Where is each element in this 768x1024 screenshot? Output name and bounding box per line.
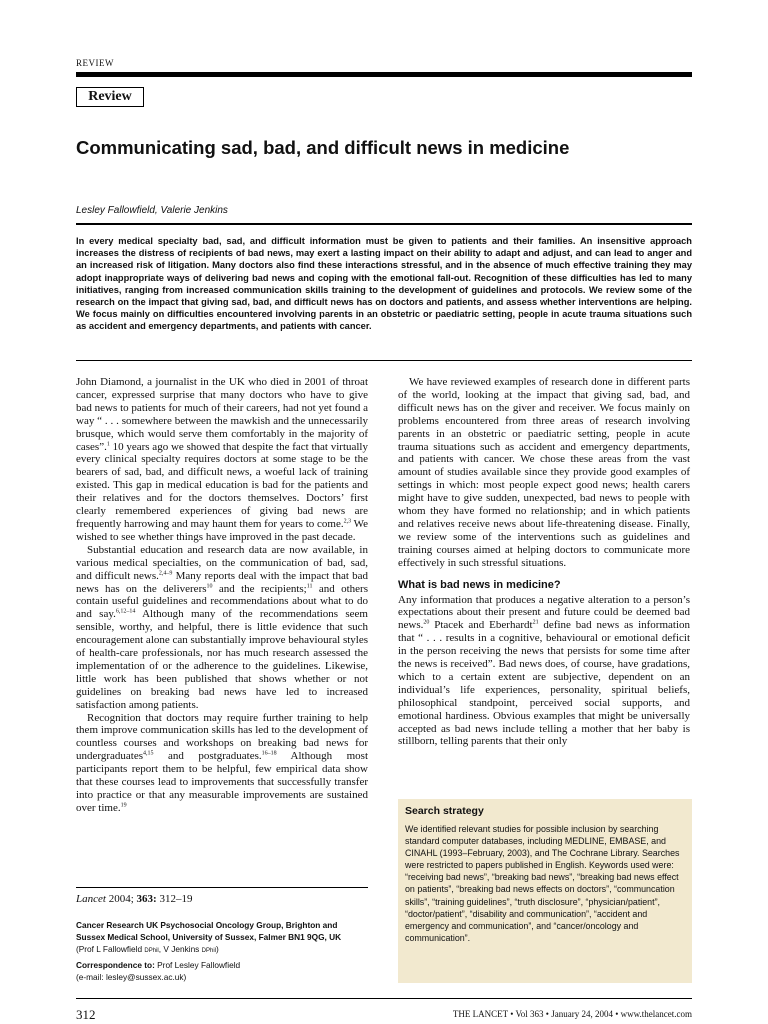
right-paragraph-1: We have reviewed examples of research done in different parts of the world, looking at the impact that giving sad, bad, and difficult news has on the giver and receiver. We focus mainly on problems encountered from three areas of research involving parents in an obstetric or paediatric setting, people in acute trauma situations such as accident and emergency departments, and patients with cancer. We chose these areas from the vast amount of studies available since they provide good examples of settings in which: most people expect good news; health carers might have to give sudden, unexpected, bad news to people with whom they have formed no relationship; and in which patients and relatives receive news about life-threatening disease. Finally, we review some of the interventions such as guidelines and training courses aimed at helping doctors to communicate more effectively in such stressful situations. [398, 376, 690, 569]
running-head: REVIEW [76, 58, 114, 68]
footer-rule [76, 998, 692, 999]
correspondence-label: Correspondence to: [76, 960, 155, 970]
authors: Lesley Fallowfield, Valerie Jenkins [76, 205, 228, 216]
ref: 21 [532, 619, 539, 626]
degree: DPhil [144, 948, 159, 954]
ref: 16–18 [261, 750, 277, 757]
ref: 2,4–9 [158, 569, 173, 576]
text: Ptacek and Eberhardt [429, 619, 533, 632]
search-strategy-text: We identified relevant studies for possible inclusion by searching standard computer databases, including MEDLINE, EMBASE, and CINAHL (1993–February, 2003), and The Cochrane Library. Searches were restricted to papers published in English. Keywords used were: “receiving bad news”, “breaking bad news”, “breaking bad news effect on patients”, “breaking bad news effects on doctors”, “communcation skills”, “training guidelines”, “truth disclosure”, “physician/patient”, “doctor/patient”, “disability and communication”, “accident and emergency and communication”, and “cancer/oncology and communication”. [405, 824, 680, 943]
text: We wished to see whether things have improved in the past decade. [76, 517, 369, 543]
ref: 2,3 [343, 518, 352, 525]
top-rule [76, 72, 692, 77]
left-column [76, 376, 368, 815]
left-paragraph-2 [76, 544, 368, 712]
abstract: In every medical specialty bad, sad, and difficult information must be given to patients and their families. An insensitive approach increases the distress of recipients of bad news, may exert a lasting impact on their ability to adapt and adjust, and can lead to anger and an increased risk of litigation. Many doctors also find these interactions stressful, and in the absence of much effective training they may adopt inappropriate ways of delivering bad news and coping with the emotional fall-out. Recognition of these difficulties has led to many initiatives, ranging from increased communication skills training to the development of guidelines and protocols. We review some of the research on the impact that giving sad, bad, and difficult news has on doctors and patients, and assess whether interventions are helping. We focus mainly on difficulties encountered involving parents in an obstetric or paediatric setting, people in acute trauma situations such as accident and emergency departments, and patients with cancer. [76, 236, 692, 332]
correspondence [76, 959, 368, 983]
text: John Diamond, a journalist in the UK who died in 2001 of throat cancer, expressed surprise that many doctors who have to give bad news to patients for much of their careers, had not yet found a way “ . . . somewhere between the mawkish and the unnecessarily brusque, which would serve them comfortably in the majority of cases”. [76, 376, 368, 453]
text: (Prof L Fallowfield [76, 944, 145, 954]
ref: 20 [423, 619, 430, 626]
affiliation [76, 919, 368, 957]
text: Although many of the recommendations seem sensible, worthy, and helpful, there is little evidence that such encouragement alone can substantially improve behavioural styles of health-care professionals, nor has much research assessed the implementation of or the adherence to the guidelines. Likewise, little work has been published that shows whether or not guidelines on breaking bad news have led to increased satisfaction among patients. [76, 608, 369, 711]
ref: 6,12–14 [115, 608, 136, 615]
author-degrees [76, 944, 219, 954]
text: , V Jenkins [158, 944, 202, 954]
ref: 4,15 [143, 750, 154, 757]
degree: DPhil [201, 948, 216, 954]
search-strategy-title: Search strategy [405, 805, 484, 817]
text: define bad news as information that “ . . . results in a cognitive, behavioural or emotional deficit in the person receiving the news that persists for some time after the news is received”. Bad news does, of course, have gradations, which to a certain extent are subjective, dependent on an individual’s life experiences, personality, spiritual beliefs, philosophical standpoint, perceived social supports, and emotional hardiness. Obvious examples that might be universally accepted as bad news include telling a mother that her baby is stillborn, telling parents that their only [398, 619, 690, 748]
right-paragraph-2 [398, 594, 690, 749]
page-number: 312 [76, 1007, 96, 1022]
correspondence-email: (e-mail: lesley@sussex.ac.uk) [76, 972, 187, 982]
citation-volume: 363: [136, 893, 157, 905]
section-heading: What is bad news in medicine? [398, 578, 561, 591]
article-title: Communicating sad, bad, and difficult news in medicine [76, 137, 570, 158]
ref: 1 [106, 440, 110, 447]
affiliation-text: Cancer Research UK Psychosocial Oncology Group, Brighton and Sussex Medical School, University of Sussex, Falmer BN1 9QG, UK [76, 920, 342, 942]
text: Although most participants report them to be helpful, few empirical data show that these courses lead to improvements that successfully transfer into practice or that any measurable improvements are sustained over time. [76, 750, 368, 814]
right-column [398, 376, 690, 748]
text: and the recipients; [212, 582, 307, 595]
text: ) [215, 944, 219, 954]
left-paragraph-1 [76, 376, 368, 544]
rule-below-abstract [76, 360, 692, 361]
left-paragraph-3 [76, 712, 368, 815]
correspondence-name: Prof Lesley Fallowfield [154, 960, 241, 970]
search-strategy-box [398, 799, 692, 983]
text: 10 years ago we showed that despite the fact that virtually every clinical specialty requires doctors at some stage to be the bearers of sad, bad, and difficult news, a woeful lack of training existed. This gap in medical education is bad for the patients and their relatives and for the doctors themselves. Doctors’ first clearly remembered experiences of giving bad news are frequently harrowing and may haunt them for years to come. [76, 440, 368, 530]
text: Substantial education and research data are now available, in various medical specialties, on the communication of bad, sad, and difficult news. [76, 543, 368, 582]
ref: 10 [206, 582, 213, 589]
section-label: Review [76, 87, 144, 107]
text: Any information that produces a negative alteration to a person’s expectations about their present and future could be deemed bad news. [398, 593, 690, 632]
citation-year: 2004; [105, 893, 137, 905]
rule-above-abstract [76, 223, 692, 225]
citation-pages: 312–19 [156, 893, 193, 905]
ref: 11 [306, 582, 313, 589]
footer-journal-info: THE LANCET • Vol 363 • January 24, 2004 • www.thelancet.com [452, 1009, 692, 1019]
citation [76, 893, 192, 905]
text: Many reports deal with the impact that bad news has on the deliverers [76, 569, 368, 595]
text: and postgraduates. [153, 750, 262, 763]
text: Recognition that doctors may require further training to help them improve communication skills has led to the development of countless courses and workshops on breaking bad news for undergraduates [76, 711, 368, 763]
text: and others contain useful guidelines and recommendations about what to do and say. [76, 582, 368, 621]
citation-journal: Lancet [76, 893, 106, 905]
ref: 19 [120, 802, 127, 809]
citation-rule [76, 887, 368, 888]
